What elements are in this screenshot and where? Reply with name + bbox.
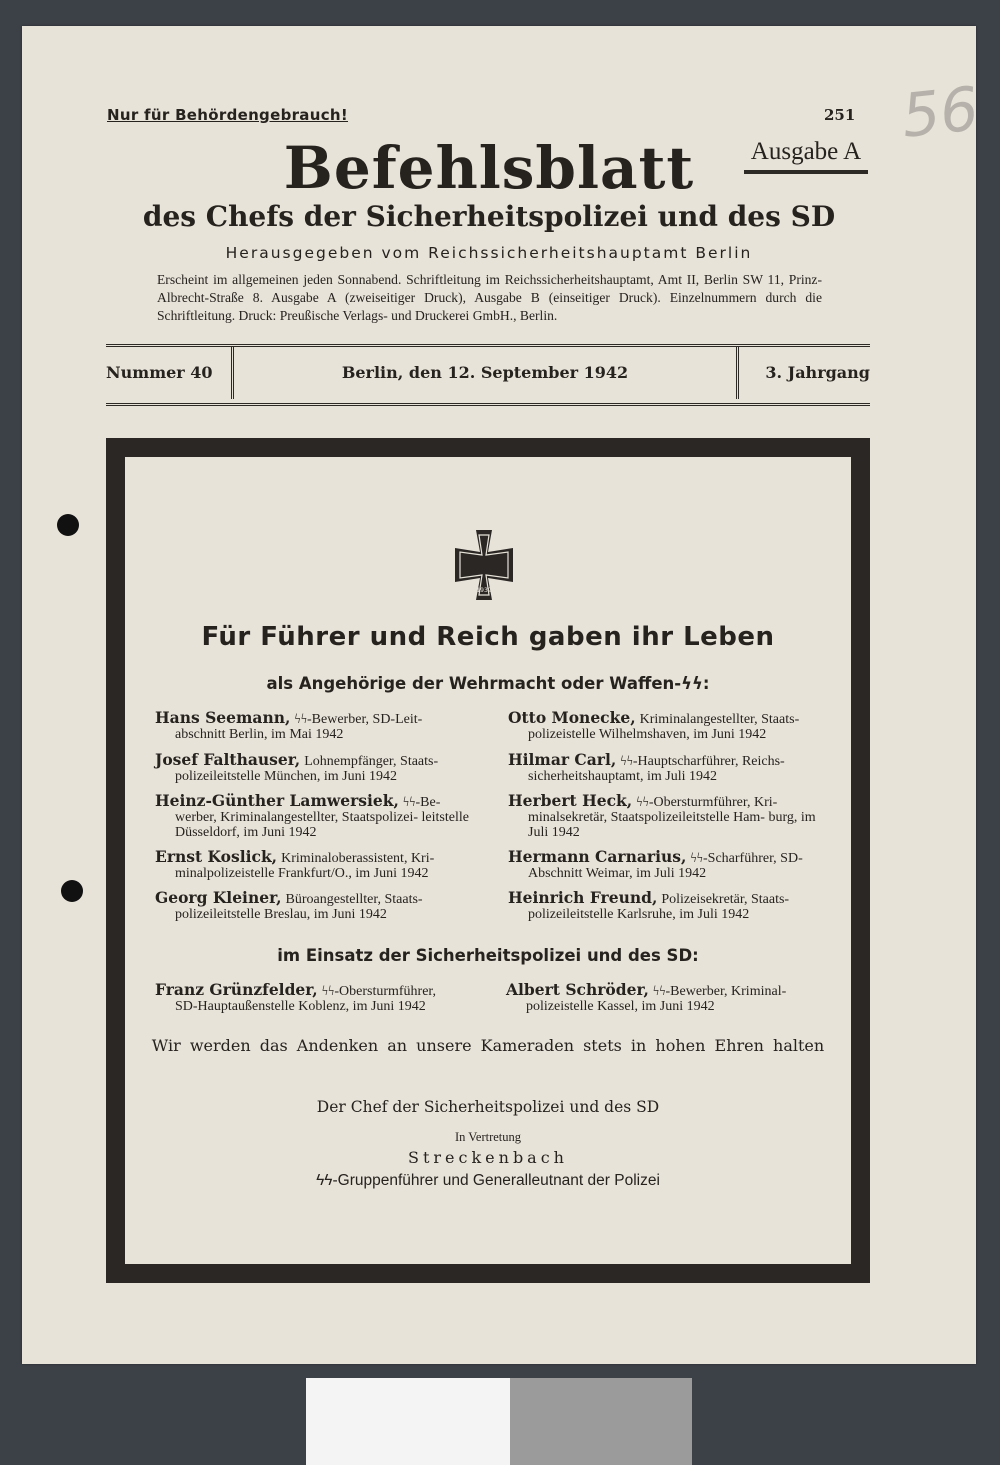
list-item: Ernst Koslick, Kriminaloberassistent, Kri- minalpolizeistelle Frankfurt/O., im Juni 1942 xyxy=(155,847,435,881)
section-heading-sd: im Einsatz der Sicherheitspolizei und des SD: xyxy=(277,946,699,965)
issue-number: Nummer 40 xyxy=(106,347,234,399)
deputy-note: In Vertretung xyxy=(454,1130,522,1144)
issue-date: Berlin, den 12. September 1942 xyxy=(234,347,739,399)
memorial-statement: Wir werden das Andenken an unsere Kameraden stets in hohen Ehren halten xyxy=(151,1036,825,1055)
cross-year-label: 1939 xyxy=(476,587,492,594)
page-number: 251 xyxy=(824,106,856,124)
document-page xyxy=(22,26,982,1364)
list-item: Hilmar Carl, ϟϟ-Hauptscharführer, Reichs- sicherheitshauptamt, im Juli 1942 xyxy=(508,750,785,784)
calibration-card-white xyxy=(306,1378,510,1465)
publication-subtitle: des Chefs der Sicherheitspolizei und des SD xyxy=(142,200,836,233)
issue-masthead xyxy=(106,344,870,406)
imprint-text: Erscheint im allgemeinen jeden Sonnabend. Schriftleitung im Reichssicherheitshauptamt, Amt II, Berlin SW 11, Prinz-Albrecht-Straße 8. Ausgabe A (zweiseitiger Druck), Ausgabe B (einseitiger Druck). Einzelnummern durch die Schriftleitung. Druck: Preußische Verlags- und Druckerei GmbH., Berlin. xyxy=(157,272,822,323)
issue-volume: 3. Jahrgang xyxy=(765,363,870,382)
section-heading-wehrmacht: als Angehörige der Wehrmacht oder Waffen-ϟϟ: xyxy=(266,674,710,693)
list-item: Herbert Heck, ϟϟ-Obersturmführer, Kri- minalsekretär, Staatspolizeileitstelle Ham- burg, im Juli 1942 xyxy=(508,791,816,840)
list-item: Otto Monecke, Kriminalangestellter, Staats- polizeistelle Wilhelmshaven, im Juni 1942 xyxy=(508,708,800,742)
list-item: Josef Falthauser, Lohnempfänger, Staats- polizeileitstelle München, im Juni 1942 xyxy=(155,750,439,784)
publication-title: Befehlsblatt xyxy=(283,134,695,202)
list-item: Albert Schröder, ϟϟ-Bewerber, Kriminal- polizeistelle Kassel, im Juni 1942 xyxy=(506,980,787,1014)
punch-hole xyxy=(57,514,79,536)
punch-hole xyxy=(61,880,83,902)
list-item: Hans Seemann, ϟϟ-Bewerber, SD-Leit- abschnitt Berlin, im Mai 1942 xyxy=(155,708,423,742)
list-item: Franz Grünzfelder, ϟϟ-Obersturmführer, SD-Hauptaußenstelle Koblenz, im Juni 1942 xyxy=(155,980,437,1014)
signer-name: Streckenbach xyxy=(408,1148,568,1167)
list-item: Heinz-Günther Lamwersiek, ϟϟ-Be- werber, Kriminalangestellter, Staatspolizei- leitstelle Düsseldorf, im Juni 1942 xyxy=(155,791,469,840)
signer-title: Der Chef der Sicherheitspolizei und des SD xyxy=(316,1098,660,1116)
list-item: Hermann Carnarius, ϟϟ-Scharführer, SD- Abschnitt Weimar, im Juli 1942 xyxy=(508,847,803,881)
iron-cross-icon xyxy=(455,530,513,600)
tribute-heading: Für Führer und Reich gaben ihr Leben xyxy=(201,622,775,652)
calibration-card-gray xyxy=(510,1378,692,1465)
list-item: Heinrich Freund, Polizeisekretär, Staats- polizeileitstelle Karlsruhe, im Juli 1942 xyxy=(508,888,790,922)
list-item: Georg Kleiner, Büroangestellter, Staats- polizeileitstelle Breslau, im Juni 1942 xyxy=(155,888,423,922)
restricted-notice: Nur für Behördengebrauch! xyxy=(107,106,349,124)
publisher-line: Herausgegeben vom Reichssicherheitshauptamt Berlin xyxy=(225,244,753,262)
edition-label: Ausgabe A xyxy=(744,138,868,174)
signer-rank: ϟϟ-Gruppenführer und Generalleutnant der Polizei xyxy=(316,1172,660,1189)
handwritten-number: 56 xyxy=(898,74,982,152)
